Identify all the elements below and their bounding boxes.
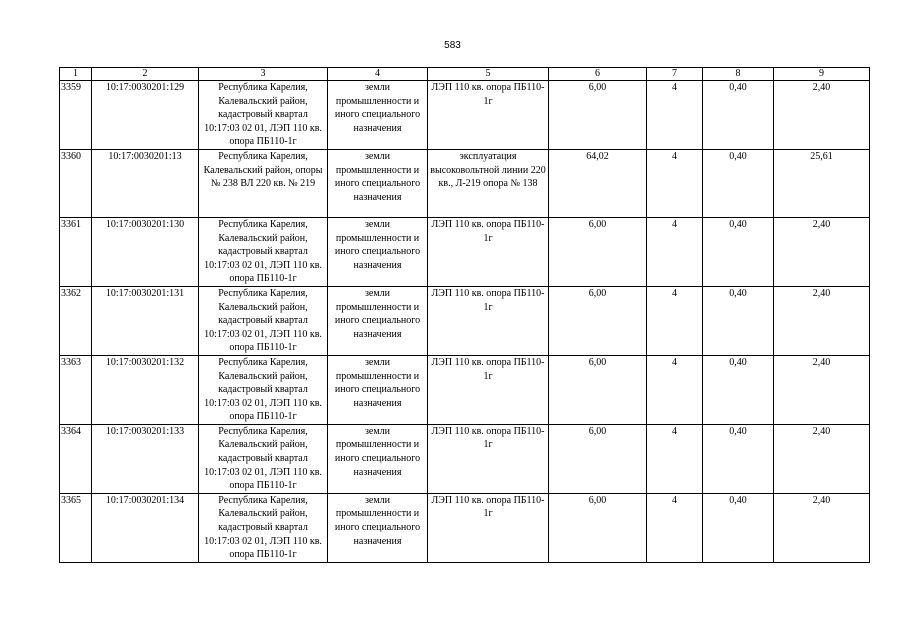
rate-value: 0,40 (703, 149, 774, 217)
column-header-8: 8 (703, 68, 774, 81)
sum-value: 2,40 (774, 81, 870, 150)
rate-value: 0,40 (703, 493, 774, 562)
location: Республика Карелия, Калевальский район, кадастровый квартал 10:17:03 02 01, ЛЭП 110 кв. опора ПБ110-1г (199, 217, 328, 286)
page-number: 583 (444, 40, 461, 51)
permitted-use: эксплуатация высоковольтной линии 220 кв., Л-219 опора № 138 (428, 149, 549, 217)
land-category: земли промышленности и иного специального назначения (328, 424, 428, 493)
column-header-7: 7 (647, 68, 703, 81)
table-row (60, 493, 870, 562)
area-value: 6,00 (549, 286, 647, 355)
column-header-1: 1 (60, 68, 92, 81)
row-number: 3361 (60, 217, 92, 286)
row-number: 3363 (60, 355, 92, 424)
land-category: земли промышленности и иного специального назначения (328, 493, 428, 562)
area-value: 6,00 (549, 355, 647, 424)
location: Республика Карелия, Калевальский район, кадастровый квартал 10:17:03 02 01, ЛЭП 110 кв. опора ПБ110-1г (199, 493, 328, 562)
land-category: земли промышленности и иного специального назначения (328, 217, 428, 286)
sum-value: 2,40 (774, 217, 870, 286)
location: Республика Карелия, Калевальский район, кадастровый квартал 10:17:03 02 01, ЛЭП 110 кв. опора ПБ110-1г (199, 355, 328, 424)
rate-value: 0,40 (703, 286, 774, 355)
land-category: земли промышленности и иного специального назначения (328, 286, 428, 355)
area-value: 6,00 (549, 424, 647, 493)
row-number: 3362 (60, 286, 92, 355)
sum-value: 2,40 (774, 355, 870, 424)
sum-value: 2,40 (774, 424, 870, 493)
location: Республика Карелия, Калевальский район, кадастровый квартал 10:17:03 02 01, ЛЭП 110 кв. опора ПБ110-1г (199, 286, 328, 355)
area-value: 6,00 (549, 81, 647, 150)
cadastral-number: 10:17:0030201:13 (92, 149, 199, 217)
row-number: 3359 (60, 81, 92, 150)
coefficient: 4 (647, 286, 703, 355)
rate-value: 0,40 (703, 424, 774, 493)
header-row (60, 68, 870, 81)
land-registry-table (59, 67, 870, 563)
coefficient: 4 (647, 217, 703, 286)
row-number: 3365 (60, 493, 92, 562)
cadastral-number: 10:17:0030201:133 (92, 424, 199, 493)
location: Республика Карелия, Калевальский район, кадастровый квартал 10:17:03 02 01, ЛЭП 110 кв. опора ПБ110-1г (199, 424, 328, 493)
location: Республика Карелия, Калевальский район, опоры № 238 ВЛ 220 кв. № 219 (199, 149, 328, 217)
cadastral-number: 10:17:0030201:134 (92, 493, 199, 562)
column-header-9: 9 (774, 68, 870, 81)
row-number: 3360 (60, 149, 92, 217)
area-value: 6,00 (549, 217, 647, 286)
area-value: 64,02 (549, 149, 647, 217)
land-category: земли промышленности и иного специального назначения (328, 355, 428, 424)
permitted-use: ЛЭП 110 кв. опора ПБ110-1г (428, 355, 549, 424)
rate-value: 0,40 (703, 355, 774, 424)
cadastral-number: 10:17:0030201:129 (92, 81, 199, 150)
rate-value: 0,40 (703, 217, 774, 286)
coefficient: 4 (647, 81, 703, 150)
row-number: 3364 (60, 424, 92, 493)
column-header-6: 6 (549, 68, 647, 81)
permitted-use: ЛЭП 110 кв. опора ПБ110-1г (428, 217, 549, 286)
table-row (60, 217, 870, 286)
permitted-use: ЛЭП 110 кв. опора ПБ110-1г (428, 81, 549, 150)
column-header-5: 5 (428, 68, 549, 81)
permitted-use: ЛЭП 110 кв. опора ПБ110-1г (428, 424, 549, 493)
land-category: земли промышленности и иного специального назначения (328, 81, 428, 150)
permitted-use: ЛЭП 110 кв. опора ПБ110-1г (428, 493, 549, 562)
rate-value: 0,40 (703, 81, 774, 150)
coefficient: 4 (647, 424, 703, 493)
coefficient: 4 (647, 493, 703, 562)
cadastral-number: 10:17:0030201:132 (92, 355, 199, 424)
cadastral-number: 10:17:0030201:130 (92, 217, 199, 286)
cadastral-number: 10:17:0030201:131 (92, 286, 199, 355)
coefficient: 4 (647, 355, 703, 424)
table-row (60, 286, 870, 355)
column-header-4: 4 (328, 68, 428, 81)
table-row (60, 424, 870, 493)
land-category: земли промышленности и иного специального назначения (328, 149, 428, 217)
sum-value: 2,40 (774, 493, 870, 562)
column-header-2: 2 (92, 68, 199, 81)
location: Республика Карелия, Калевальский район, кадастровый квартал 10:17:03 02 01, ЛЭП 110 кв. опора ПБ110-1г (199, 81, 328, 150)
sum-value: 25,61 (774, 149, 870, 217)
column-header-3: 3 (199, 68, 328, 81)
permitted-use: ЛЭП 110 кв. опора ПБ110-1г (428, 286, 549, 355)
coefficient: 4 (647, 149, 703, 217)
table-row (60, 81, 870, 150)
table-row (60, 355, 870, 424)
sum-value: 2,40 (774, 286, 870, 355)
area-value: 6,00 (549, 493, 647, 562)
table-row (60, 149, 870, 217)
